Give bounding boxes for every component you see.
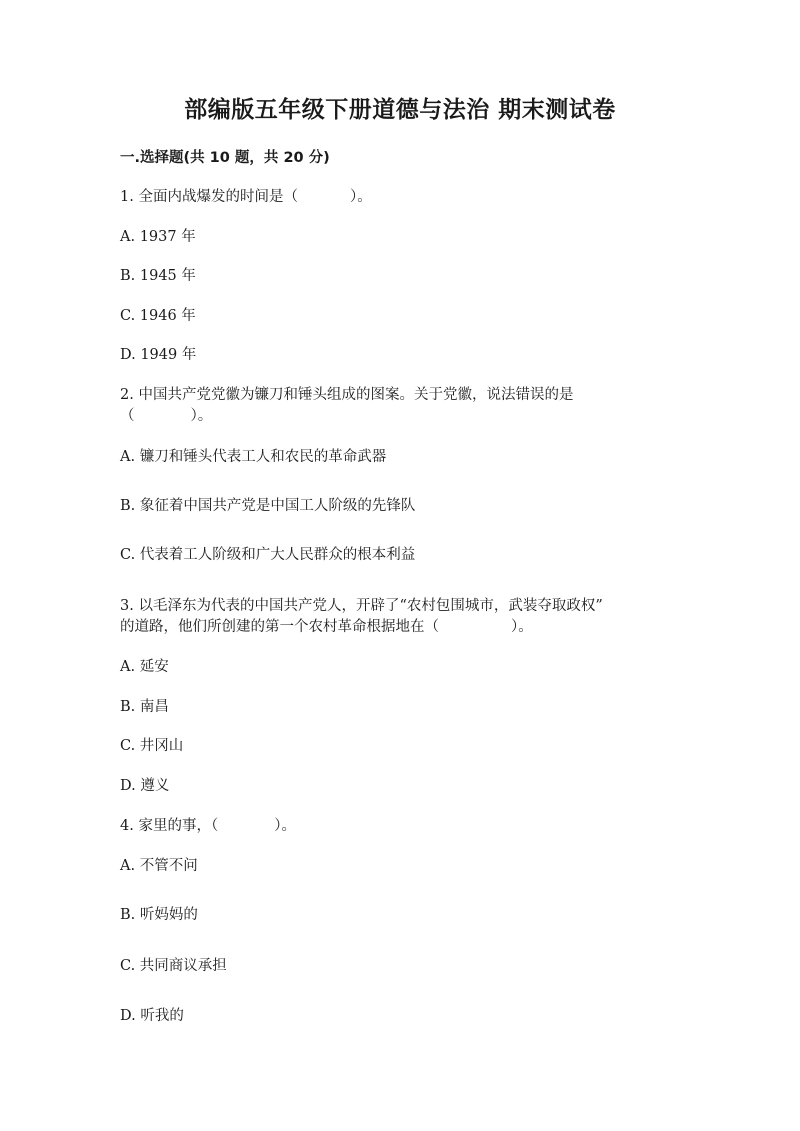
question-3-option-c: C. 井冈山 <box>120 738 184 754</box>
question-3-option-a: A. 延安 <box>120 659 169 675</box>
question-2-option-c: C. 代表着工人阶级和广大人民群众的根本利益 <box>120 547 416 563</box>
question-4-stem: 4. 家里的事，（ ）。 <box>120 818 296 834</box>
question-2-stem-line-1: 2. 中国共产党党徽为镰刀和锤头组成的图案。关于党徽，说法错误的是 <box>120 387 574 403</box>
page-title: 部编版五年级下册道德与法治 期末测试卷 <box>184 97 616 123</box>
question-1-stem: 1. 全面内战爆发的时间是（ ）。 <box>120 189 372 205</box>
question-4-option-d: D. 听我的 <box>120 1008 184 1024</box>
question-3-option-b: B. 南昌 <box>120 699 169 715</box>
question-1-option-b: B. 1945 年 <box>120 268 196 284</box>
section-heading: 一.选择题(共 10 题，共 20 分) <box>120 150 330 166</box>
question-1-option-d: D. 1949 年 <box>120 347 197 363</box>
question-2-stem-line-2: （ ）。 <box>120 408 213 424</box>
question-3-stem-line-1: 3. 以毛泽东为代表的中国共产党人，开辟了“农村包围城市，武装夺取政权” <box>120 598 603 614</box>
question-2-option-a: A. 镰刀和锤头代表工人和农民的革命武器 <box>120 449 387 465</box>
question-3-option-d: D. 遵义 <box>120 778 170 794</box>
question-4-option-b: B. 听妈妈的 <box>120 907 198 923</box>
question-3-stem-line-2: 的道路，他们所创建的第一个农村革命根据地在（ ）。 <box>120 619 533 635</box>
question-4-option-c: C. 共同商议承担 <box>120 958 227 974</box>
question-1-option-c: C. 1946 年 <box>120 308 196 324</box>
question-1-option-a: A. 1937 年 <box>120 229 196 245</box>
question-4-option-a: A. 不管不问 <box>120 858 198 874</box>
question-2-option-b: B. 象征着中国共产党是中国工人阶级的先锋队 <box>120 498 416 514</box>
